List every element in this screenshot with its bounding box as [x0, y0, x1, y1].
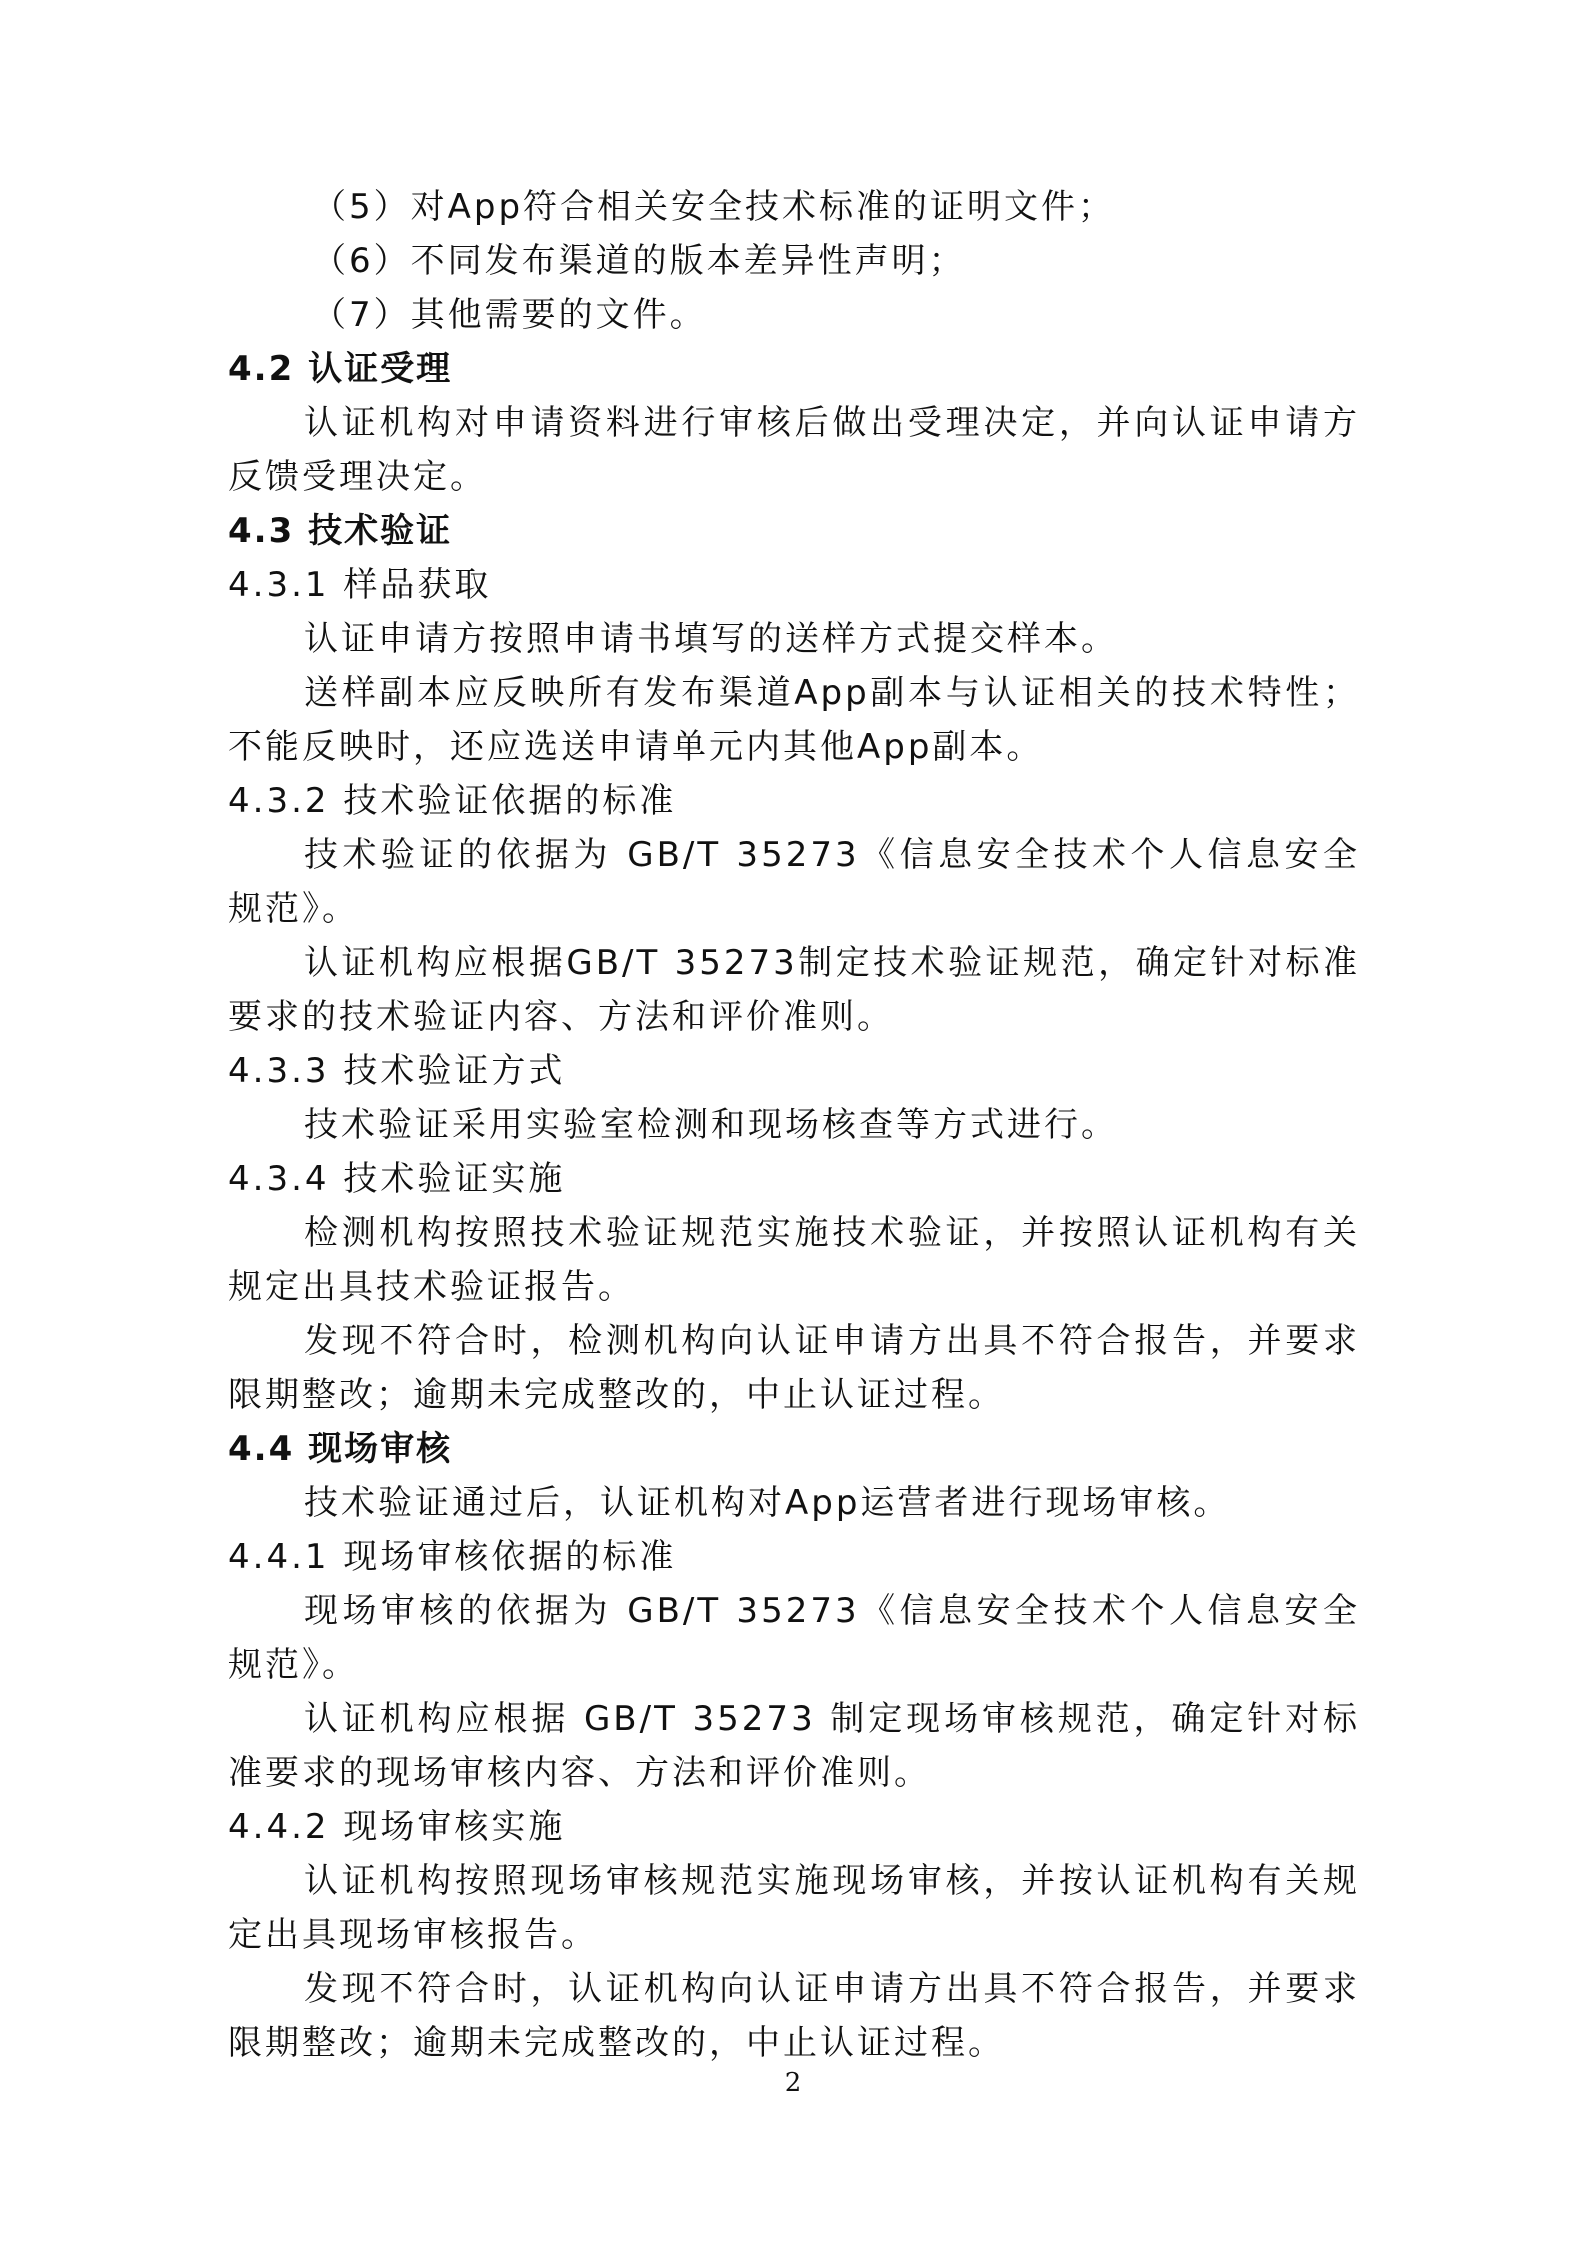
- page-number: 2: [784, 2068, 802, 2098]
- paragraph: 发现不符合时，检测机构向认证申请方出具不符合报告，并要求限期整改；逾期未完成整改的，中止认证过程。: [228, 1321, 1360, 1415]
- paragraph: 技术验证的依据为 GB/T 35273《信息安全技术个人信息安全规范》。: [228, 835, 1360, 929]
- paragraph: 送样副本应反映所有发布渠道App副本与认证相关的技术特性；不能反映时，还应选送申请单元内其他App副本。: [228, 673, 1360, 767]
- subsection-heading-4-3-4: 4.3.4 技术验证实施: [228, 1159, 566, 1199]
- subsection-heading-4-4-2: 4.4.2 现场审核实施: [228, 1807, 566, 1847]
- paragraph: 发现不符合时，认证机构向认证申请方出具不符合报告，并要求限期整改；逾期未完成整改的，中止认证过程。: [228, 1969, 1360, 2063]
- paragraph: 技术验证采用实验室检测和现场核查等方式进行。: [304, 1105, 1118, 1145]
- section-heading-4-2: 4.2 认证受理: [228, 349, 453, 389]
- section-heading-4-4: 4.4 现场审核: [228, 1429, 453, 1469]
- paragraph: 认证申请方按照申请书填写的送样方式提交样本。: [304, 619, 1118, 659]
- subsection-heading-4-3-3: 4.3.3 技术验证方式: [228, 1051, 566, 1091]
- paragraph: 认证机构应根据 GB/T 35273 制定现场审核规范，确定针对标准要求的现场审核内容、方法和评价准则。: [228, 1699, 1360, 1793]
- subsection-heading-4-3-1: 4.3.1 样品获取: [228, 565, 492, 605]
- paragraph: 技术验证通过后，认证机构对App运营者进行现场审核。: [304, 1483, 1231, 1523]
- list-item: （7）其他需要的文件。: [312, 295, 707, 335]
- paragraph: 认证机构应根据GB/T 35273制定技术验证规范，确定针对标准要求的技术验证内容、方法和评价准则。: [228, 943, 1360, 1037]
- document-body: [228, 180, 1360, 2070]
- list-item: （6）不同发布渠道的版本差异性声明；: [312, 241, 966, 281]
- subsection-heading-4-3-2: 4.3.2 技术验证依据的标准: [228, 781, 677, 821]
- paragraph: 检测机构按照技术验证规范实施技术验证，并按照认证机构有关规定出具技术验证报告。: [228, 1213, 1360, 1307]
- paragraph: 现场审核的依据为 GB/T 35273《信息安全技术个人信息安全规范》。: [228, 1591, 1360, 1685]
- subsection-heading-4-4-1: 4.4.1 现场审核依据的标准: [228, 1537, 677, 1577]
- paragraph: 认证机构按照现场审核规范实施现场审核，并按认证机构有关规定出具现场审核报告。: [228, 1861, 1360, 1955]
- list-item: （5）对App符合相关安全技术标准的证明文件；: [312, 187, 1116, 227]
- section-heading-4-3: 4.3 技术验证: [228, 511, 453, 551]
- paragraph: 认证机构对申请资料进行审核后做出受理决定，并向认证申请方反馈受理决定。: [228, 403, 1360, 497]
